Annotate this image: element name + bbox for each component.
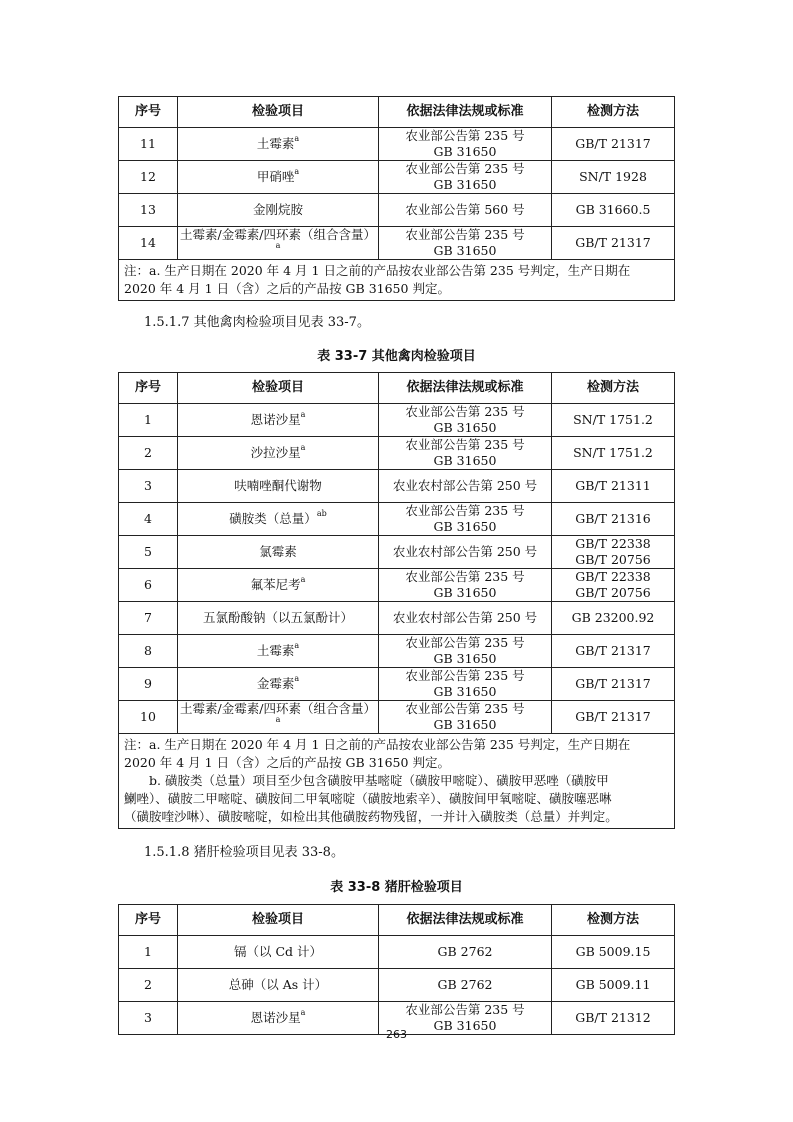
row-number: 3 — [119, 1002, 178, 1035]
row-item — [178, 128, 379, 161]
row-method — [552, 969, 675, 1002]
method-line: SN/T 1751.2 — [573, 445, 653, 460]
section-1-5-1-8: 1.5.1.8 猪肝检验项目见表 33-8。 — [144, 845, 344, 860]
row-item — [178, 194, 379, 227]
table-row — [119, 503, 675, 536]
row-basis — [379, 503, 552, 536]
row-method — [552, 668, 675, 701]
header-method: 检测方法 — [552, 97, 675, 128]
method-line: GB/T 21311 — [575, 478, 651, 493]
section-1-5-1-7: 1.5.1.7 其他禽肉检验项目见表 33-7。 — [144, 315, 370, 330]
table-33-7 — [118, 372, 675, 829]
header-item: 检验项目 — [178, 373, 379, 404]
row-item — [178, 668, 379, 701]
basis-line: GB 31650 — [433, 651, 497, 666]
table-row — [119, 128, 675, 161]
row-number: 1 — [119, 936, 178, 969]
row-item — [178, 602, 379, 635]
row-number: 4 — [119, 503, 178, 536]
note-line: 注：a. 生产日期在 2020 年 4 月 1 日之前的产品按农业部公告第 235 号判定，生产日期在 — [124, 263, 631, 278]
row-basis — [379, 701, 552, 734]
footnote-marker: a — [300, 442, 306, 452]
method-line: GB 5009.11 — [575, 977, 651, 992]
basis-line: 农业部公告第 235 号 — [405, 128, 525, 143]
header-method: 检测方法 — [552, 905, 675, 936]
row-item — [178, 227, 379, 260]
method-line: GB/T 22338 — [575, 536, 651, 551]
method-line: GB/T 21317 — [575, 643, 651, 658]
item-name: 甲硝唑 — [256, 169, 295, 184]
row-method — [552, 569, 675, 602]
method-line: GB/T 21317 — [575, 235, 651, 250]
table-header-row — [119, 905, 675, 936]
row-number: 5 — [119, 536, 178, 569]
item-name: 氯霉素 — [259, 544, 297, 559]
row-method — [552, 503, 675, 536]
basis-line: 农业农村部公告第 250 号 — [392, 610, 538, 625]
row-number: 11 — [119, 128, 178, 161]
row-item — [178, 470, 379, 503]
table-33-6-continued — [118, 96, 675, 301]
note-line: 2020 年 4 月 1 日（含）之后的产品按 GB 31650 判定。 — [124, 281, 450, 296]
note-line: b. 磺胺类（总量）项目至少包含磺胺甲基嘧啶（磺胺甲嘧啶）、磺胺甲恶唑（磺胺甲 — [124, 773, 609, 788]
header-basis: 依据法律法规或标准 — [379, 373, 552, 404]
row-number: 13 — [119, 194, 178, 227]
basis-line: 农业部公告第 560 号 — [405, 202, 525, 217]
row-item — [178, 503, 379, 536]
basis-line: 农业部公告第 235 号 — [405, 1002, 525, 1017]
item-name: 恩诺沙星 — [250, 412, 301, 427]
header-no: 序号 — [119, 905, 178, 936]
row-method — [552, 161, 675, 194]
basis-line: 农业部公告第 235 号 — [405, 404, 525, 419]
table-row — [119, 701, 675, 734]
header-item: 检验项目 — [178, 97, 379, 128]
table-row — [119, 470, 675, 503]
table-note-row — [119, 260, 675, 301]
table-33-8-caption: 表 33-8 猪肝检验项目 — [330, 880, 463, 895]
table-note-row — [119, 734, 675, 829]
item-name: 恩诺沙星 — [250, 1010, 301, 1025]
item-name: 五氯酚酸钠（以五氯酚计） — [202, 610, 353, 625]
row-basis — [379, 194, 552, 227]
row-number: 3 — [119, 470, 178, 503]
basis-line: GB 2762 — [437, 944, 493, 959]
header-no: 序号 — [119, 373, 178, 404]
method-line: GB/T 21316 — [575, 511, 651, 526]
footnote-marker: a — [294, 166, 300, 176]
basis-line: GB 31650 — [433, 243, 497, 258]
footnote-marker: a — [275, 240, 281, 250]
item-name: 土霉素 — [256, 136, 295, 151]
basis-line: 农业部公告第 235 号 — [405, 161, 525, 176]
footnote-marker: a — [300, 1007, 306, 1017]
note-line: 注：a. 生产日期在 2020 年 4 月 1 日之前的产品按农业部公告第 235 号判定，生产日期在 — [124, 737, 631, 752]
row-number: 12 — [119, 161, 178, 194]
row-basis — [379, 602, 552, 635]
table-row — [119, 437, 675, 470]
table-row — [119, 227, 675, 260]
row-method — [552, 635, 675, 668]
table-note — [119, 260, 675, 301]
basis-line: GB 2762 — [437, 977, 493, 992]
footnote-marker: a — [300, 409, 306, 419]
method-line: SN/T 1751.2 — [573, 412, 653, 427]
basis-line: 农业部公告第 235 号 — [405, 569, 525, 584]
item-name: 总砷（以 As 计） — [228, 977, 328, 992]
item-name: 磺胺类（总量） — [229, 511, 317, 526]
row-method — [552, 936, 675, 969]
basis-line: GB 31650 — [433, 717, 497, 732]
table-header-row — [119, 373, 675, 404]
row-basis — [379, 969, 552, 1002]
basis-line: GB 31650 — [433, 585, 497, 600]
method-line: GB/T 21317 — [575, 676, 651, 691]
row-number: 6 — [119, 569, 178, 602]
item-name: 金霉素 — [256, 676, 295, 691]
row-basis — [379, 161, 552, 194]
row-number: 7 — [119, 602, 178, 635]
footnote-marker: a — [294, 673, 300, 683]
row-method — [552, 701, 675, 734]
row-number: 2 — [119, 437, 178, 470]
header-item: 检验项目 — [178, 905, 379, 936]
row-number: 9 — [119, 668, 178, 701]
row-method — [552, 128, 675, 161]
header-no: 序号 — [119, 97, 178, 128]
basis-line: 农业部公告第 235 号 — [405, 701, 525, 716]
table-33-8 — [118, 904, 675, 1035]
row-method — [552, 194, 675, 227]
method-line: GB 5009.15 — [575, 944, 651, 959]
basis-line: 农业部公告第 235 号 — [405, 503, 525, 518]
table-row — [119, 936, 675, 969]
basis-line: 农业部公告第 235 号 — [405, 437, 525, 452]
row-method — [552, 227, 675, 260]
method-line: GB/T 21317 — [575, 136, 651, 151]
note-line: （磺胺喹沙啉）、磺胺嘧啶，如检出其他磺胺药物残留，一并计入磺胺类（总量）并判定。 — [124, 809, 618, 824]
row-basis — [379, 470, 552, 503]
row-basis — [379, 635, 552, 668]
row-method — [552, 470, 675, 503]
method-line: GB 31660.5 — [575, 202, 651, 217]
basis-line: GB 31650 — [433, 177, 497, 192]
table-row — [119, 194, 675, 227]
row-method — [552, 437, 675, 470]
basis-line: 农业部公告第 235 号 — [405, 635, 525, 650]
row-basis — [379, 227, 552, 260]
row-item — [178, 701, 379, 734]
table-row — [119, 404, 675, 437]
row-basis — [379, 536, 552, 569]
row-number: 8 — [119, 635, 178, 668]
basis-line: 农业部公告第 235 号 — [405, 227, 525, 242]
item-name: 土霉素/金霉素/四环素（组合含量） — [180, 701, 376, 716]
row-method — [552, 602, 675, 635]
table-note — [119, 734, 675, 829]
method-line: GB 23200.92 — [571, 610, 655, 625]
row-item — [178, 635, 379, 668]
method-line: GB/T 20756 — [575, 552, 651, 567]
table-row — [119, 668, 675, 701]
basis-line: 农业农村部公告第 250 号 — [392, 544, 538, 559]
method-line: SN/T 1928 — [579, 169, 647, 184]
header-method: 检测方法 — [552, 373, 675, 404]
row-item — [178, 404, 379, 437]
basis-line: GB 31650 — [433, 144, 497, 159]
row-number: 14 — [119, 227, 178, 260]
item-name: 土霉素 — [256, 643, 295, 658]
footnote-marker: a — [275, 714, 281, 724]
row-method — [552, 536, 675, 569]
row-basis — [379, 668, 552, 701]
basis-line: GB 31650 — [433, 453, 497, 468]
table-row — [119, 536, 675, 569]
item-name: 镉（以 Cd 计） — [233, 944, 322, 959]
method-line: GB/T 22338 — [575, 569, 651, 584]
row-basis — [379, 128, 552, 161]
page-number: 263 — [386, 1028, 407, 1041]
row-number: 1 — [119, 404, 178, 437]
row-item — [178, 536, 379, 569]
row-basis — [379, 569, 552, 602]
row-number: 2 — [119, 969, 178, 1002]
header-basis: 依据法律法规或标准 — [379, 905, 552, 936]
basis-line: GB 31650 — [433, 420, 497, 435]
basis-line: GB 31650 — [433, 1018, 497, 1033]
method-line: GB/T 20756 — [575, 585, 651, 600]
footnote-marker: a — [294, 640, 300, 650]
item-name: 沙拉沙星 — [250, 445, 301, 460]
table-33-7-caption: 表 33-7 其他禽肉检验项目 — [317, 349, 476, 364]
table-row — [119, 969, 675, 1002]
method-line: GB/T 21312 — [575, 1010, 651, 1025]
footnote-marker: a — [300, 574, 306, 584]
row-item — [178, 969, 379, 1002]
row-item — [178, 569, 379, 602]
footnote-marker: a — [294, 133, 300, 143]
table-row — [119, 161, 675, 194]
footnote-marker: ab — [316, 508, 327, 518]
table-row — [119, 635, 675, 668]
table-row — [119, 602, 675, 635]
basis-line: 农业部公告第 235 号 — [405, 668, 525, 683]
item-name: 氟苯尼考 — [250, 577, 301, 592]
table-header-row — [119, 97, 675, 128]
header-basis: 依据法律法规或标准 — [379, 97, 552, 128]
basis-line: 农业农村部公告第 250 号 — [392, 478, 538, 493]
note-line: 2020 年 4 月 1 日（含）之后的产品按 GB 31650 判定。 — [124, 755, 450, 770]
row-item — [178, 161, 379, 194]
table-row — [119, 569, 675, 602]
basis-line: GB 31650 — [433, 684, 497, 699]
row-number: 10 — [119, 701, 178, 734]
note-line: 鯻唑）、磺胺二甲嘧啶、磺胺间二甲氧嘧啶（磺胺地索辛）、磺胺间甲氧嘧啶、磺胺噻恶啉 — [124, 791, 612, 806]
row-method — [552, 404, 675, 437]
row-item — [178, 936, 379, 969]
row-basis — [379, 936, 552, 969]
item-name: 呋喃唑酮代谢物 — [234, 478, 322, 493]
row-basis — [379, 437, 552, 470]
row-item — [178, 437, 379, 470]
method-line: GB/T 21317 — [575, 709, 651, 724]
basis-line: GB 31650 — [433, 519, 497, 534]
item-name: 土霉素/金霉素/四环素（组合含量） — [180, 227, 376, 242]
row-basis — [379, 404, 552, 437]
item-name: 金刚烷胺 — [252, 202, 303, 217]
